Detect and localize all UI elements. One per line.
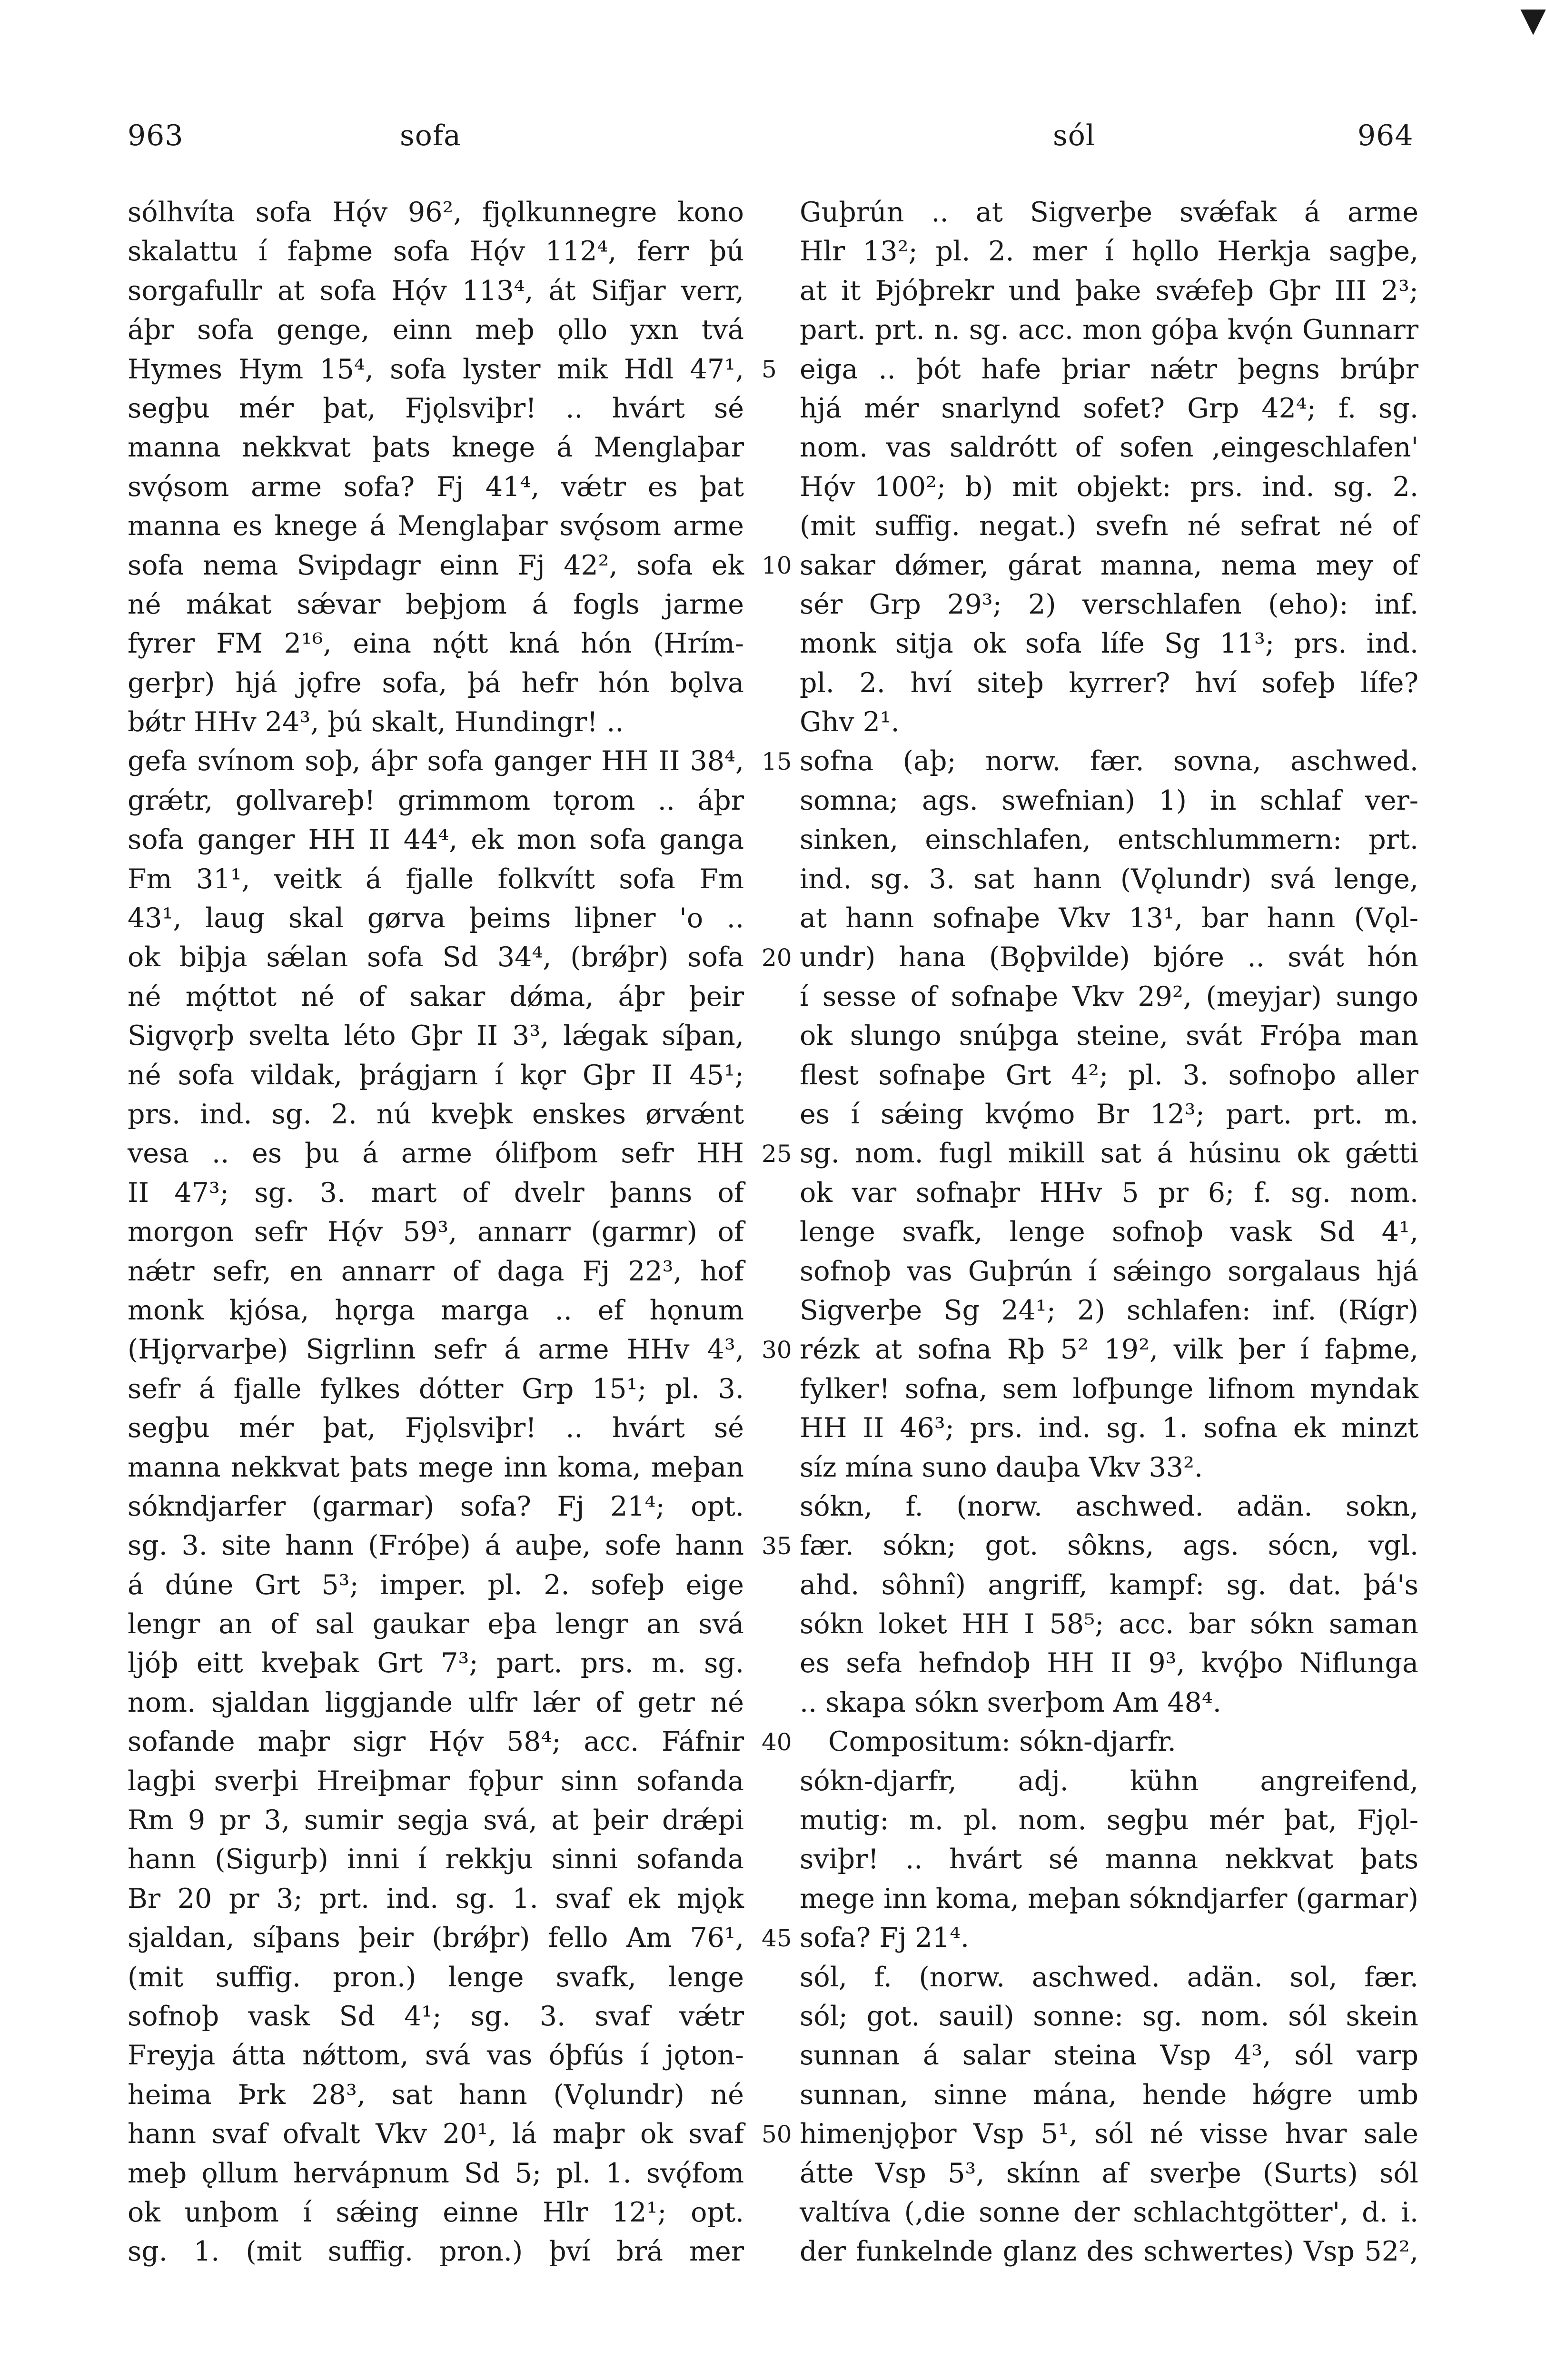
line-number: 20 [762, 943, 792, 972]
left-line: monk kjósa, hǫrga marga .. ef hǫnum [128, 1294, 744, 1326]
left-line: heima Þrk 28³, sat hann (Vǫlundr) né [128, 2079, 744, 2111]
compositum-line: Compositum: sókn-djarfr. [828, 1726, 1176, 1758]
left-running-head: sofa [400, 119, 461, 152]
left-line: né mákat sǽvar beþjom á fogls jarme [128, 588, 744, 620]
right-line: sunnan á salar steina Vsp 4³, sól varp [800, 2040, 1418, 2072]
right-line: at it Þjóþrekr und þake svǽfeþ Gþr III 2³; [800, 275, 1418, 307]
left-line: prs. ind. sg. 2. nú kveþk enskes ørvǽnt [128, 1098, 744, 1130]
right-line: HH II 46³; prs. ind. sg. 1. sofna ek minzt [800, 1412, 1418, 1444]
right-line: flest sofnaþe Grt 4²; pl. 3. sofnoþo aller [800, 1059, 1418, 1091]
right-line: ok slungo snúþga steine, svát Fróþa man [800, 1020, 1418, 1052]
left-line: (Hjǫrvarþe) Sigrlinn sefr á arme HHv 4³, [128, 1334, 744, 1366]
right-line: valtíva (‚die sonne der schlachtgötter', d. i. [800, 2196, 1418, 2228]
left-line: sorgafullr at sofa Hǫ́v 113⁴, át Sifjar verr, [128, 275, 744, 307]
left-line: segþu mér þat, Fjǫlsviþr! .. hvárt sé [128, 1412, 744, 1444]
left-line: morgon sefr Hǫ́v 59³, annarr (garmr) of [128, 1216, 744, 1248]
right-line: Ghv 2¹. [800, 706, 900, 738]
left-line: sofa nema Svipdagr einn Fj 42², sofa ek [128, 549, 744, 581]
left-line: manna nekkvat þats knege á Menglaþar [128, 432, 744, 464]
left-line: sólhvíta sofa Hǫ́v 96², fjǫlkunnegre kono [128, 197, 744, 228]
right-line: sól; got. sauil) sonne: sg. nom. sól skein [800, 2000, 1418, 2032]
right-line: ind. sg. 3. sat hann (Vǫlundr) svá lenge, [800, 863, 1418, 895]
left-line: II 47³; sg. 3. mart of dvelr þanns of [128, 1177, 744, 1209]
right-line: sér Grp 29³; 2) verschlafen (eho): inf. [800, 588, 1418, 620]
entry-sokn: sókn, f. (norw. aschwed. adän. sokn, [800, 1490, 1418, 1522]
right-line: ahd. sôhnî) angriff, kampf: sg. dat. þá's [800, 1569, 1418, 1601]
right-line: sg. nom. fugl mikill sat á húsinu ok gǽtti [800, 1138, 1418, 1170]
right-line: Sigverþe Sg 24¹; 2) schlafen: inf. (Rígr) [800, 1294, 1418, 1326]
left-line: Hymes Hym 15⁴, sofa lyster mik Hdl 47¹, [128, 353, 744, 385]
line-number: 35 [762, 1532, 792, 1560]
left-line: ok unþom í sǽing einne Hlr 12¹; opt. [128, 2196, 744, 2228]
left-line: Br 20 pr 3; prt. ind. sg. 1. svaf ek mjǫk [128, 1883, 744, 1914]
left-line: sg. 1. (mit suffig. pron.) því brá mer [128, 2236, 744, 2268]
right-line: í sesse of sofnaþe Vkv 29², (meyjar) sungo [800, 981, 1418, 1012]
right-line: sunnan, sinne mána, hende hǿgre umb [800, 2079, 1418, 2111]
left-line: né mǫ́ttot né of sakar dǿma, áþr þeir [128, 981, 744, 1012]
left-line: nom. sjaldan liggjande ulfr lǽr of getr né [128, 1686, 744, 1718]
left-line: ljóþ eitt kveþak Grt 7³; part. prs. m. sg. [128, 1647, 744, 1679]
left-line: sofnoþ vask Sd 4¹; sg. 3. svaf vǽtr [128, 2000, 744, 2032]
left-line: nǽtr sefr, en annarr of daga Fj 22³, hof [128, 1255, 744, 1287]
left-line: grǽtr, gollvareþ! grimmom tǫrom .. áþr [128, 784, 744, 816]
right-page-number: 964 [1358, 119, 1414, 152]
left-line: hann svaf ofvalt Vkv 20¹, lá maþr ok svaf [128, 2118, 744, 2150]
right-line: átte Vsp 5³, skínn af sverþe (Surts) sól [800, 2157, 1418, 2189]
left-line: hann (Sigurþ) inni í rekkju sinni sofanda [128, 1844, 744, 1875]
left-line: gefa svínom soþ, áþr sofa ganger HH II 38⁴, [128, 745, 744, 777]
left-line: ok biþja sǽlan sofa Sd 34⁴, (brǿþr) sofa [128, 942, 744, 973]
line-number: 30 [762, 1336, 792, 1364]
left-line: manna es knege á Menglaþar svǫ́som arme [128, 510, 744, 542]
right-line: himenjǫþor Vsp 5¹, sól né visse hvar sale [800, 2118, 1418, 2150]
left-line: Sigvǫrþ svelta léto Gþr II 3³, lǽgak síþan, [128, 1020, 744, 1052]
left-page-number: 963 [128, 119, 184, 152]
left-column [128, 193, 744, 2271]
left-line: lagþi sverþi Hreiþmar fǫþur sinn sofanda [128, 1765, 744, 1797]
left-line: sefr á fjalle fylkes dótter Grp 15¹; pl. 3. [128, 1373, 744, 1405]
right-line: hjá mér snarlynd sofet? Grp 42⁴; f. sg. [800, 392, 1418, 424]
line-number: 40 [762, 1728, 792, 1756]
entry-sokn-djarfr: sókn-djarfr, adj. kühn angreifend, [800, 1765, 1418, 1797]
right-line: part. prt. n. sg. acc. mon góþa kvǫ́n Gunnarr [800, 314, 1418, 346]
line-number: 25 [762, 1140, 792, 1168]
right-line: at hann sofnaþe Vkv 13¹, bar hann (Vǫl- [800, 902, 1418, 934]
left-line: né sofa vildak, þrágjarn í kǫr Gþr II 45¹; [128, 1059, 744, 1091]
left-line: meþ ǫllum hervápnum Sd 5; pl. 1. svǫ́fom [128, 2157, 744, 2189]
left-line: Fm 31¹, veitk á fjalle folkvítt sofa Fm [128, 863, 744, 895]
right-line: síz mína suno dauþa Vkv 33². [800, 1451, 1203, 1483]
right-line: Hlr 13²; pl. 2. mer í hǫllo Herkja sagþe, [800, 236, 1418, 268]
right-line: Guþrún .. at Sigverþe svǽfak á arme [800, 197, 1418, 228]
right-line: sókn loket HH I 58⁵; acc. bar sókn saman [800, 1608, 1418, 1640]
right-line: rézk at sofna Rþ 5² 19², vilk þer í faþme, [800, 1334, 1418, 1366]
line-number: 45 [762, 1924, 792, 1952]
left-line: sókndjarfer (garmar) sofa? Fj 21⁴; opt. [128, 1490, 744, 1522]
left-line: lengr an of sal gaukar eþa lengr an svá [128, 1608, 744, 1640]
right-line: eiga .. þót hafe þriar nǽtr þegns brúþr [800, 353, 1418, 385]
right-line: undr) hana (Bǫþvilde) bjóre .. svát hón [800, 942, 1418, 973]
line-number: 50 [762, 2120, 792, 2148]
right-line: der funkelnde glanz des schwertes) Vsp 52², [800, 2236, 1418, 2268]
line-number: 5 [762, 355, 777, 383]
entry-sofna: sofna (aþ; norw. fær. sovna, aschwed. [800, 745, 1418, 777]
right-line: pl. 2. hví siteþ kyrrer? hví sofeþ lífe? [800, 667, 1418, 699]
left-line: Rm 9 pr 3, sumir segja svá, at þeir drǽpi [128, 1805, 744, 1836]
right-line: .. skapa sókn sverþom Am 48⁴. [800, 1686, 1221, 1718]
left-line: svǫ́som arme sofa? Fj 41⁴, vǽtr es þat [128, 471, 744, 503]
left-line: (mit suffig. pron.) lenge svafk, lenge [128, 1961, 744, 1993]
left-line: vesa .. es þu á arme ólifþom sefr HH [128, 1138, 744, 1170]
left-line: sjaldan, síþans þeir (brǿþr) fello Am 76¹, [128, 1922, 744, 1954]
left-line: Freyja átta nǿttom, svá vas óþfús í jǫton- [128, 2040, 744, 2072]
left-line: fyrer FM 2¹⁶, eina nǫ́tt kná hón (Hrím- [128, 628, 744, 660]
right-line: sofa? Fj 21⁴. [800, 1922, 970, 1954]
line-number: 10 [762, 551, 792, 579]
right-line: sinken, einschlafen, entschlummern: prt. [800, 824, 1418, 856]
right-column [800, 193, 1418, 2271]
right-line: (mit suffig. negat.) svefn né sefrat né of [800, 510, 1418, 542]
right-line: monk sitja ok sofa lífe Sg 11³; prs. ind. [800, 628, 1418, 660]
entry-sol: sól, f. (norw. aschwed. adän. sol, fær. [800, 1961, 1418, 1993]
right-line: mutig: m. pl. nom. segþu mér þat, Fjǫl- [800, 1805, 1418, 1836]
left-line: skalattu í faþme sofa Hǫ́v 112⁴, ferr þú [128, 236, 744, 268]
left-line: bǿtr HHv 24³, þú skalt, Hundingr! .. [128, 706, 624, 738]
right-line: fær. sókn; got. sôkns, ags. sócn, vgl. [800, 1530, 1418, 1562]
left-line: 43¹, laug skal gørva þeims liþner 'o .. [128, 902, 744, 934]
left-line: sg. 3. site hann (Fróþe) á auþe, sofe hann [128, 1530, 744, 1562]
right-line: sviþr! .. hvárt sé manna nekkvat þats [800, 1844, 1418, 1875]
right-line: nom. vas saldrótt of sofen ‚eingeschlafen' [800, 432, 1418, 464]
left-line: segþu mér þat, Fjǫlsviþr! .. hvárt sé [128, 392, 744, 424]
right-line: somna; ags. swefnian) 1) in schlaf ver- [800, 784, 1418, 816]
left-line: áþr sofa genge, einn meþ ǫllo yxn tvá [128, 314, 744, 346]
corner-mark: ▼ [1520, 0, 1546, 39]
right-line: es sefa hefndoþ HH II 9³, kvǫ́þo Niflunga [800, 1647, 1418, 1679]
right-line: es í sǽing kvǫ́mo Br 12³; part. prt. m. [800, 1098, 1418, 1130]
right-line: Hǫ́v 100²; b) mit objekt: prs. ind. sg. 2. [800, 471, 1418, 503]
line-number: 15 [762, 747, 792, 775]
left-line: manna nekkvat þats mege inn koma, meþan [128, 1451, 744, 1483]
right-line: mege inn koma, meþan sókndjarfer (garmar) [800, 1883, 1418, 1914]
right-line: ok var sofnaþr HHv 5 pr 6; f. sg. nom. [800, 1177, 1418, 1209]
right-line: lenge svafk, lenge sofnoþ vask Sd 4¹, [800, 1216, 1418, 1248]
right-running-head: sól [1053, 119, 1096, 152]
right-line: sofnoþ vas Guþrún í sǽingo sorgalaus hjá [800, 1255, 1418, 1287]
right-line: fylker! sofna, sem lofþunge lifnom myndak [800, 1373, 1418, 1405]
left-line: gerþr) hjá jǫfre sofa, þá hefr hón bǫlva [128, 667, 744, 699]
left-line: á dúne Grt 5³; imper. pl. 2. sofeþ eige [128, 1569, 744, 1601]
left-line: sofande maþr sigr Hǫ́v 58⁴; acc. Fáfnir [128, 1726, 744, 1758]
left-line: sofa ganger HH II 44⁴, ek mon sofa ganga [128, 824, 744, 856]
right-line: sakar dǿmer, gárat manna, nema mey of [800, 549, 1418, 581]
